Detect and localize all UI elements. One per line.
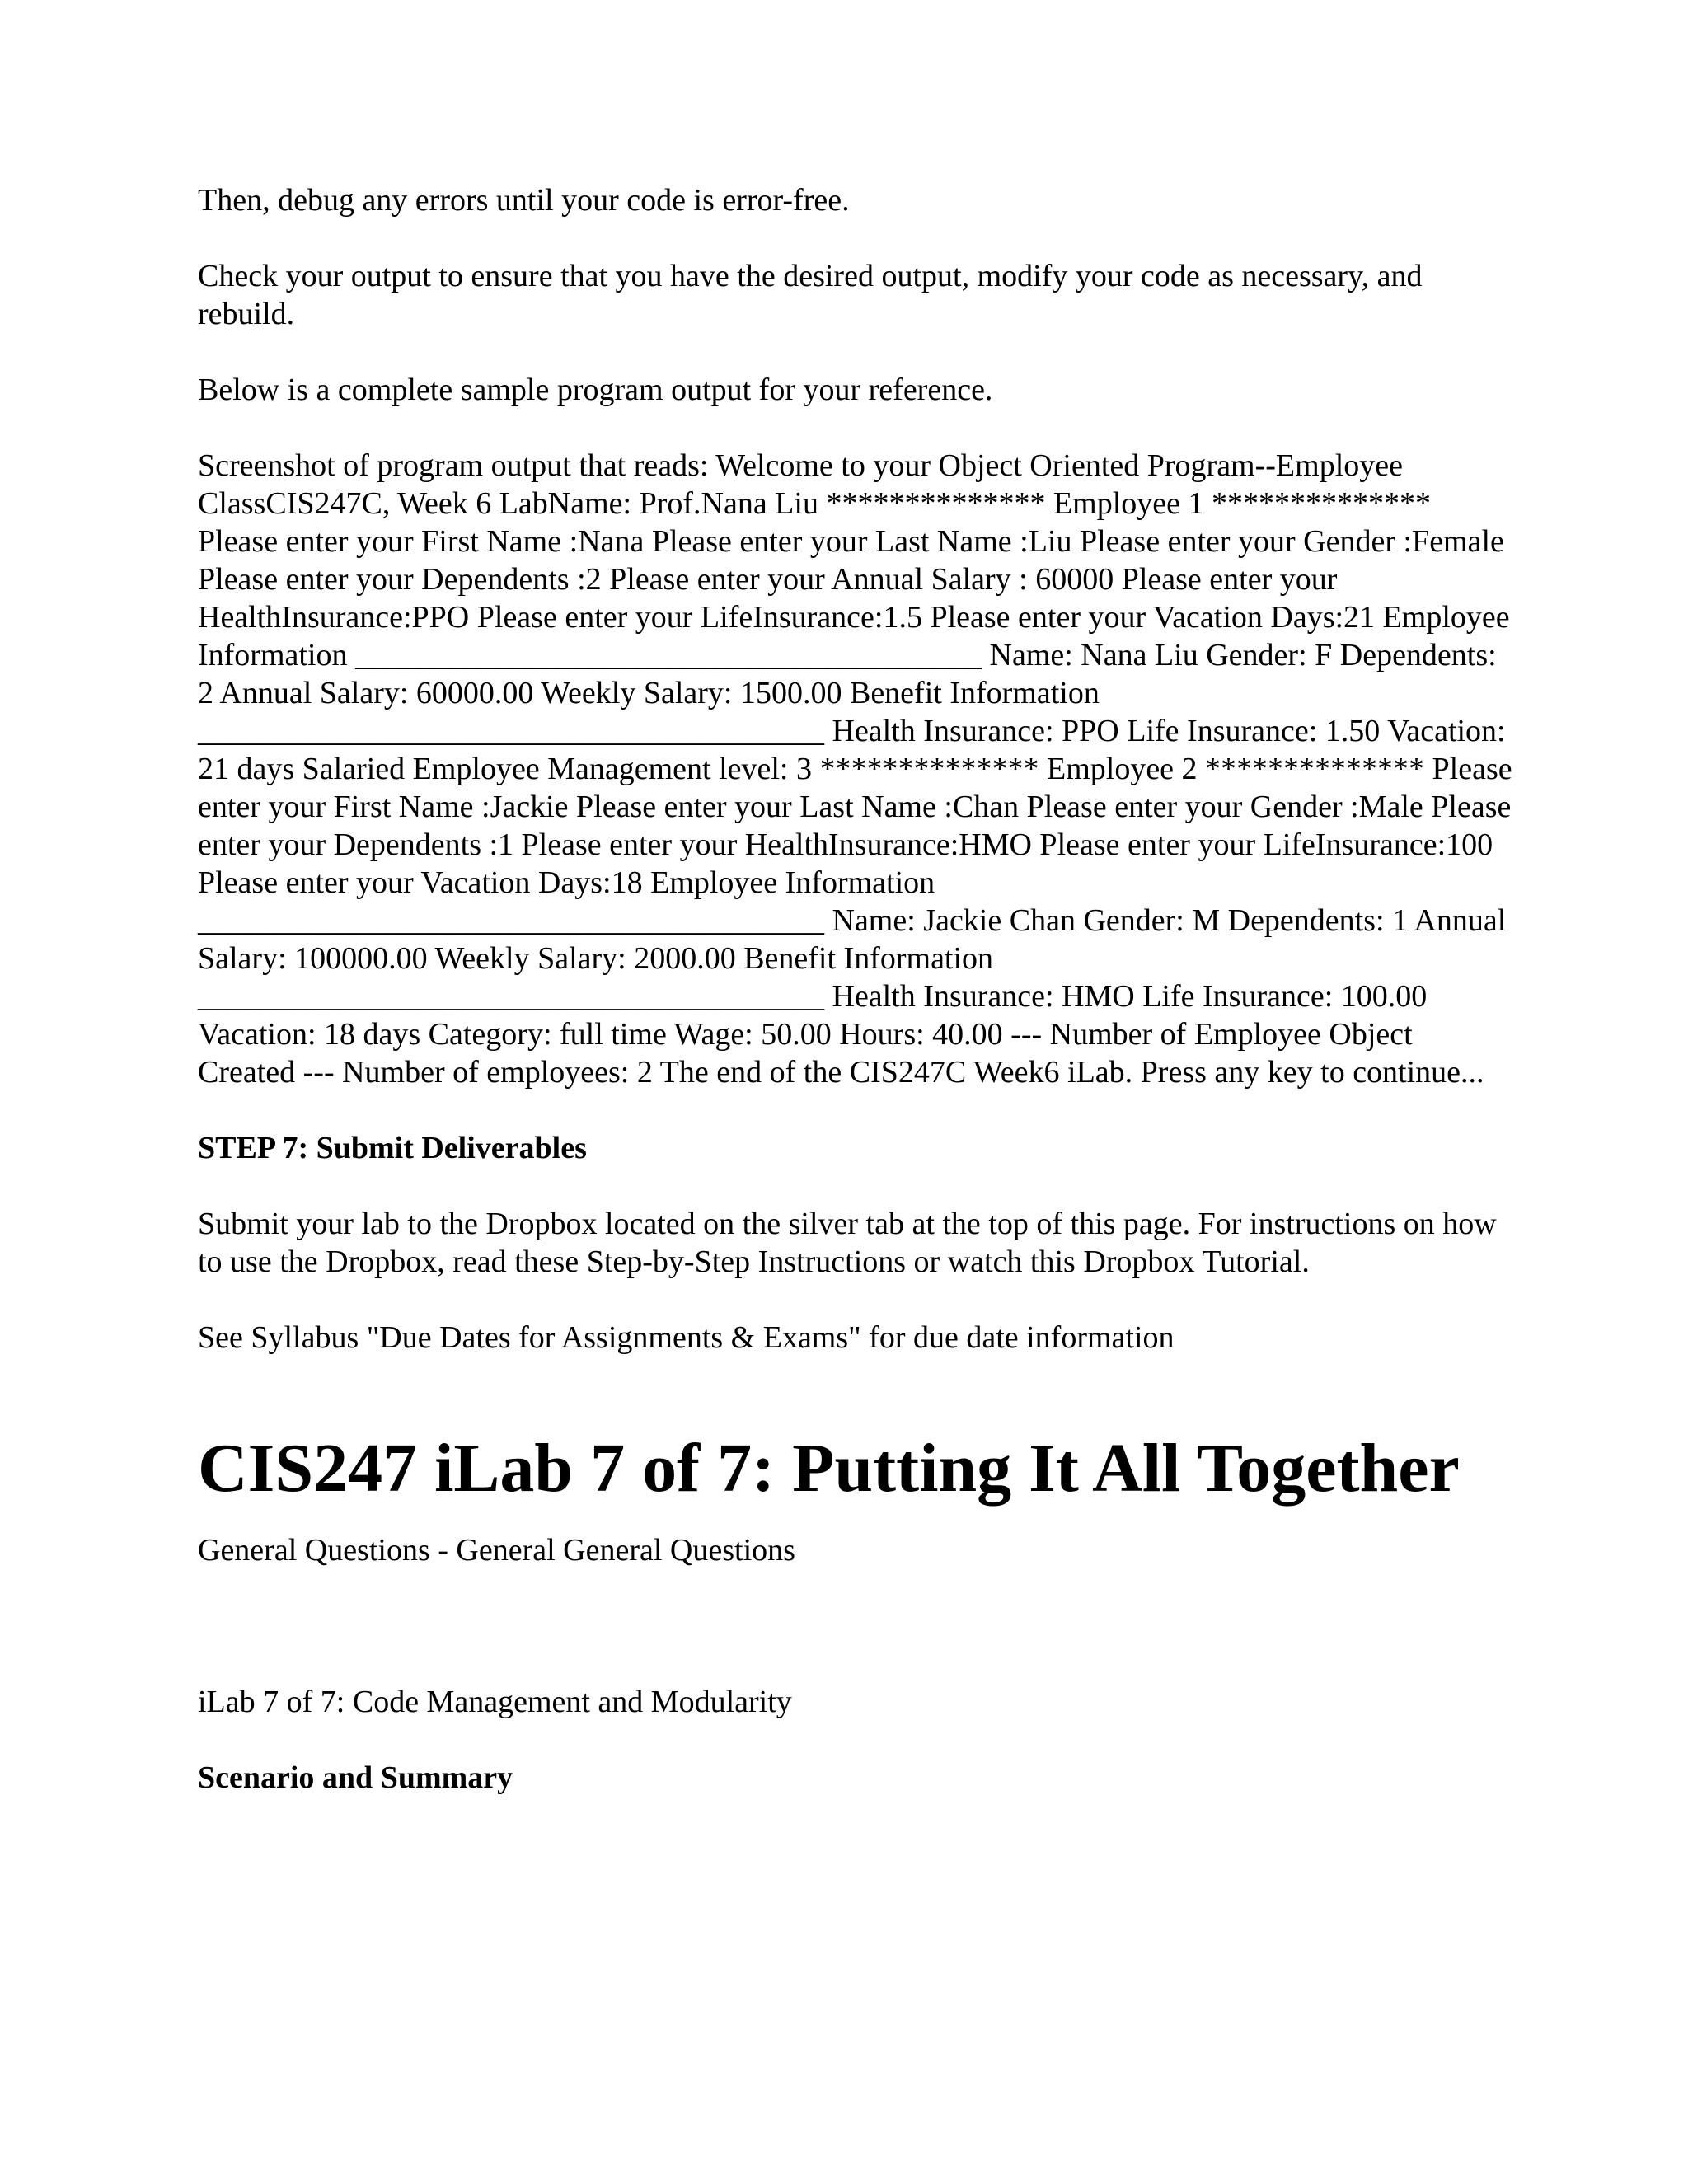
paragraph-check-output: Check your output to ensure that you have the desired output, modify your code as necessary, and rebuild.	[198, 259, 1423, 331]
paragraph-submit: Submit your lab to the Dropbox located on the silver tab at the top of this page. For instructions on how to use the Dropbox, read these Step-by-Step Instructions or watch this Dropbox Tutorial.	[198, 1207, 1497, 1279]
paragraph-below-sample: Below is a complete sample program output for your reference.	[198, 373, 993, 407]
heading-step7: STEP 7: Submit Deliverables	[198, 1131, 587, 1165]
paragraph-debug: Then, debug any errors until your code is error-free.	[198, 183, 850, 218]
paragraph-program-output: Screenshot of program output that reads: Welcome to your Object Oriented Program--Employee ClassCIS247C, Week 6 LabName: Prof.Nana Liu ************** Employee 1 ************** Please enter your First Name :Nana Please enter your Last Name :Liu Please enter your Gender :Female Please enter your Dependents :2 Please enter your Annual Salary : 60000 Please enter your HealthInsurance:PPO Please enter your LifeInsurance:1.5 Please enter your Vacation Days:21 Employee Information ________________________________________ Name: Nana Liu Gender: F Dependents: 2 Annual Salary: 60000.00 Weekly Salary: 1500.00 Benefit Information ________________________________________ Health Insurance: PPO Life Insurance: 1.50 Vacation: 21 days Salaried Employee Management level: 3 ************** Employee 2 ************** Please enter your First Name :Jackie Please enter your Last Name :Chan Please enter your Gender :Male Please enter your Dependents :1 Please enter your HealthInsurance:HMO Please enter your LifeInsurance:100 Please enter your Vacation Days:18 Employee Information ________________________________________ Name: Jackie Chan Gender: M Dependents: 1 Annual Salary: 100000.00 Weekly Salary: 2000.00 Benefit Information ________________________________________ Health Insurance: HMO Life Insurance: 100.00 Vacation: 18 days Category: full time Wage: 50.00 Hours: 40.00 --- Number of Employee Object Created --- Number of employees: 2 The end of the CIS247C Week6 iLab. Press any key to continue...	[198, 448, 1512, 1090]
document-page	[198, 181, 1517, 1797]
general-questions-line: General Questions - General General Questions	[198, 1533, 795, 1568]
heading-scenario: Scenario and Summary	[198, 1760, 513, 1795]
paragraph-syllabus: See Syllabus "Due Dates for Assignments & Exams" for due date information	[198, 1320, 1175, 1355]
ilab-line: iLab 7 of 7: Code Management and Modularity	[198, 1685, 792, 1719]
section-title: CIS247 iLab 7 of 7: Putting It All Together	[198, 1430, 1460, 1507]
